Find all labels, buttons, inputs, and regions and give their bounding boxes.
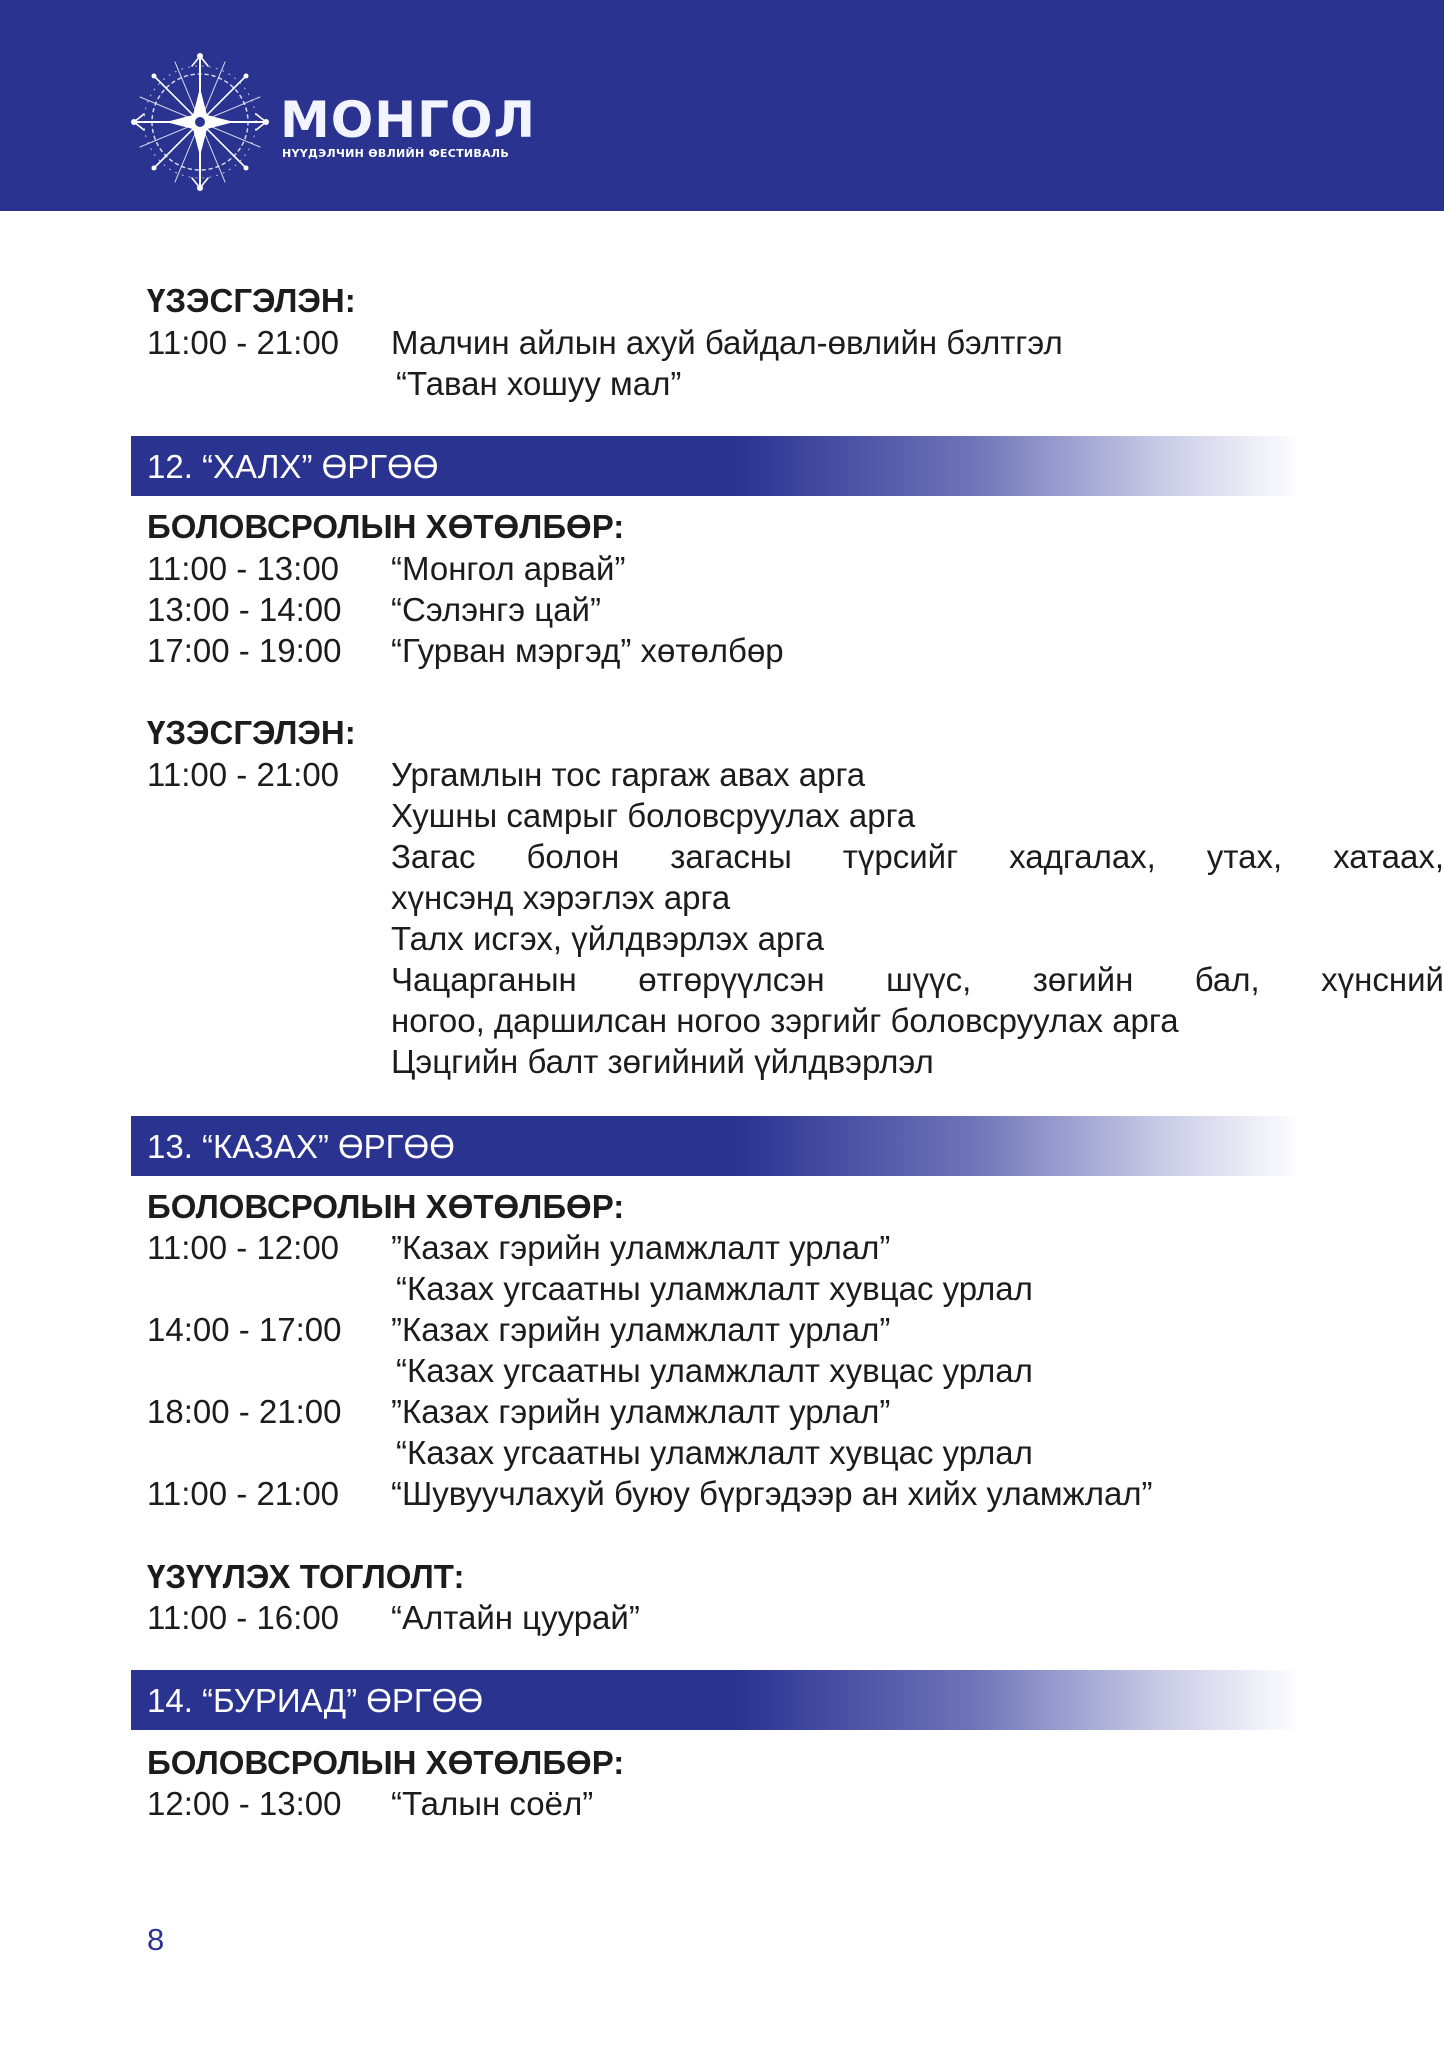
event-description: Талх исгэх, үйлдвэрлэх арга (391, 920, 825, 957)
page-header (0, 0, 1444, 211)
time-slot: 11:00 - 21:00 (147, 324, 340, 361)
exhibition-heading: ҮЗЭСГЭЛЭН: (147, 714, 356, 751)
event-description: Малчин айлын ахуй байдал-өвлийн бэлтгэл (391, 324, 1063, 361)
event-description: ногоо, даршилсан ногоо зэргийг боловсруулах арга (391, 1002, 1179, 1039)
event-description: “Сэлэнгэ цай” (391, 591, 601, 628)
section-band-khalkh (131, 436, 1300, 496)
section-band-kazakh (131, 1116, 1300, 1176)
event-description: Чацарганын өтгөрүүлсэн шүүс, зөгийн бал, хүнсний (391, 961, 1444, 998)
event-description: Хушны самрыг боловсруулах арга (391, 797, 916, 834)
event-description: “Алтайн цуурай” (391, 1599, 640, 1636)
time-slot: 11:00 - 16:00 (147, 1599, 340, 1636)
snowflake-compass-icon (130, 50, 270, 194)
event-description: “Казах угсаатны уламжлалт хувцас урлал (396, 1270, 1033, 1307)
section-title: 14. “БУРИАД” ӨРГӨӨ (147, 1682, 484, 1719)
time-slot: 12:00 - 13:00 (147, 1785, 342, 1822)
event-description: “Талын соёл” (391, 1785, 594, 1822)
section-band-buryat (131, 1670, 1300, 1730)
event-description: ”Казах гэрийн уламжлалт урлал” (391, 1229, 891, 1266)
event-description: “Казах угсаатны уламжлалт хувцас урлал (396, 1434, 1033, 1471)
event-description: хүнсэнд хэрэглэх арга (391, 879, 731, 916)
brand-subtitle: НҮҮДЭЛЧИН ӨВЛИЙН ФЕСТИВАЛЬ (282, 147, 510, 160)
event-description: “Гурван мэргэд” хөтөлбөр (391, 632, 784, 669)
time-slot: 11:00 - 13:00 (147, 550, 340, 587)
education-heading: БОЛОВСРОЛЫН ХӨТӨЛБӨР: (147, 508, 625, 545)
time-slot: 11:00 - 12:00 (147, 1229, 340, 1266)
section-title: 13. “КАЗАХ” ӨРГӨӨ (147, 1128, 455, 1165)
time-slot: 18:00 - 21:00 (147, 1393, 342, 1430)
event-description: “Казах угсаатны уламжлалт хувцас урлал (396, 1352, 1033, 1389)
brand-name: МОНГОЛ (280, 91, 536, 149)
exhibition-heading: ҮЗЭСГЭЛЭН: (147, 282, 356, 319)
section-title: 12. “ХАЛХ” ӨРГӨӨ (147, 448, 439, 485)
event-description: Ургамлын тос гаргаж авах арга (391, 756, 866, 793)
time-slot: 13:00 - 14:00 (147, 591, 342, 628)
event-description: Цэцгийн балт зөгийний үйлдвэрлэл (391, 1043, 934, 1080)
time-slot: 14:00 - 17:00 (147, 1311, 342, 1348)
event-description: “Шувуучлахуй буюу бүргэдээр ан хийх уламжлал” (391, 1475, 1153, 1512)
event-description: “Монгол арвай” (391, 550, 626, 587)
performance-heading: ҮЗҮҮЛЭХ ТОГЛОЛТ: (147, 1558, 465, 1595)
time-slot: 11:00 - 21:00 (147, 1475, 340, 1512)
event-description: ”Казах гэрийн уламжлалт урлал” (391, 1311, 891, 1348)
event-description: “Таван хошуу мал” (396, 365, 682, 402)
event-description: Загас болон загасны түрсийг хадгалах, утах, хатаах, (391, 838, 1444, 875)
education-heading: БОЛОВСРОЛЫН ХӨТӨЛБӨР: (147, 1744, 625, 1781)
page-number: 8 (147, 1922, 165, 1957)
time-slot: 11:00 - 21:00 (147, 756, 340, 793)
event-description: ”Казах гэрийн уламжлалт урлал” (391, 1393, 891, 1430)
education-heading: БОЛОВСРОЛЫН ХӨТӨЛБӨР: (147, 1188, 625, 1225)
time-slot: 17:00 - 19:00 (147, 632, 342, 669)
